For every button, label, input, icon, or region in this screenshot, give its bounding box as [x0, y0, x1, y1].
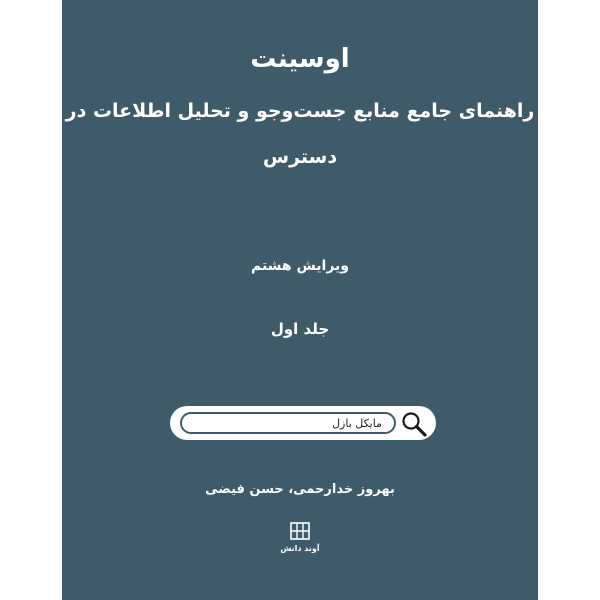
search-bar-graphic — [170, 406, 436, 440]
search-field-author: مایکل بازل — [180, 412, 396, 434]
search-icon — [400, 410, 428, 438]
publisher-block — [62, 522, 538, 553]
book-title: اوسینت — [250, 44, 350, 74]
publisher-name: آوند دانش — [280, 544, 320, 553]
volume-label: جلد اول — [270, 320, 330, 338]
edition-label: ویرایش هشتم — [250, 258, 350, 274]
book-subtitle-line-2: دسترس — [262, 146, 338, 168]
book-cover — [62, 0, 538, 600]
book-subtitle-line-1: راهنمای جامع منابع جست‌وجو و تحلیل اطلاعات در — [65, 100, 535, 122]
publisher-logo-icon — [290, 522, 310, 540]
translators: بهروز خدارحمی، حسن فیضی — [205, 482, 395, 497]
